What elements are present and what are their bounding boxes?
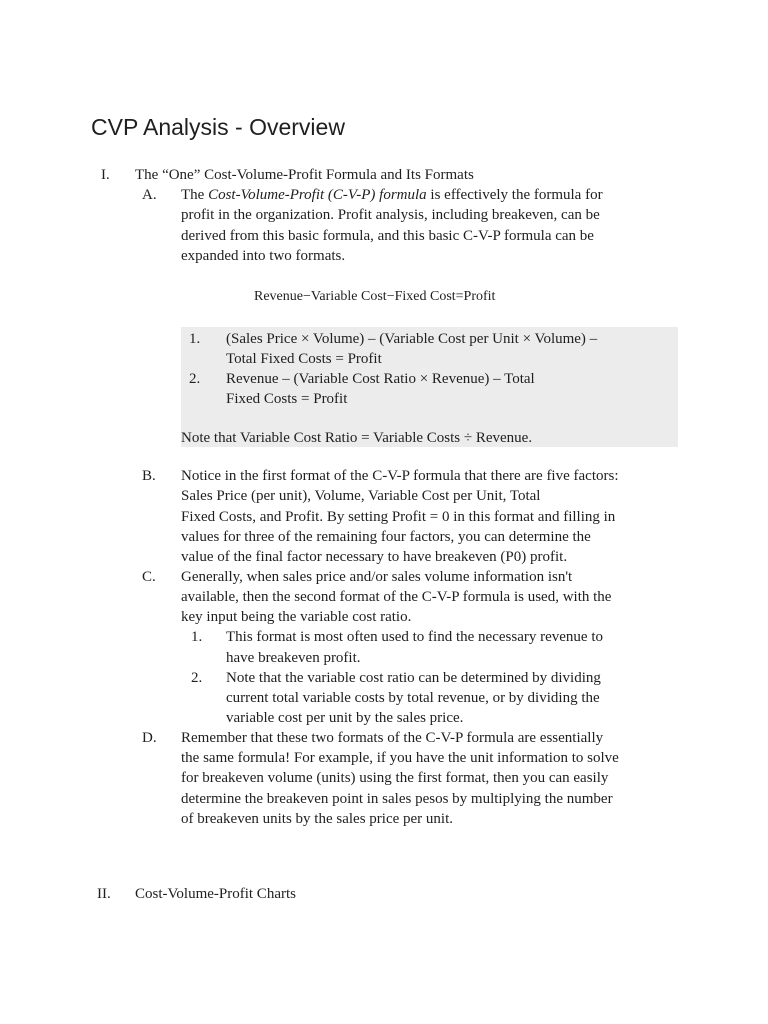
item-c-sub-1-number: 1. bbox=[191, 629, 203, 645]
item-c-sub-2-line-2: current total variable costs by total revenue, or by dividing the bbox=[226, 690, 600, 706]
item-a-line-3: derived from this basic formula, and this basic C-V-P formula can be bbox=[181, 228, 594, 244]
item-a-line-1 bbox=[181, 185, 603, 205]
item-a-pre-text: The bbox=[181, 187, 209, 203]
item-a-line-4: expanded into two formats. bbox=[181, 248, 346, 264]
item-c-sub-2-number: 2. bbox=[191, 670, 203, 686]
item-a-italic-term: Cost-Volume-Profit (C-V-P) formula bbox=[208, 187, 427, 203]
item-d-line-4: determine the breakeven point in sales pesos by multiplying the number bbox=[181, 791, 613, 807]
item-b-line-1: Notice in the first format of the C-V-P formula that there are five factors: bbox=[181, 468, 619, 484]
item-b-line-2: Sales Price (per unit), Volume, Variable Cost per Unit, Total bbox=[181, 488, 541, 504]
item-c-sub-1-line-2: have breakeven profit. bbox=[226, 650, 361, 666]
item-c-marker: C. bbox=[142, 569, 156, 585]
item-c-sub-1-line-1: This format is most often used to find the necessary revenue to bbox=[226, 629, 603, 645]
item-d-line-5: of breakeven units by the sales price per unit. bbox=[181, 811, 453, 827]
item-c-line-2: available, then the second format of the C-V-P formula is used, with the bbox=[181, 589, 612, 605]
variable-cost-ratio-note: Note that Variable Cost Ratio = Variable Costs ÷ Revenue. bbox=[181, 430, 533, 446]
item-d-line-3: for breakeven volume (units) using the first format, then you can easily bbox=[181, 770, 609, 786]
item-a-line-2: profit in the organization. Profit analysis, including breakeven, can be bbox=[181, 207, 600, 223]
item-c-line-1: Generally, when sales price and/or sales volume information isn't bbox=[181, 569, 573, 585]
format-2-number: 2. bbox=[189, 371, 201, 387]
format-2-line-1: Revenue – (Variable Cost Ratio × Revenue) – Total bbox=[226, 371, 535, 387]
section-1-heading: The “One” Cost-Volume-Profit Formula and Its Formats bbox=[135, 167, 474, 183]
format-1-line-1: (Sales Price × Volume) – (Variable Cost per Unit × Volume) – bbox=[226, 331, 598, 347]
item-a-post-text: is effectively the formula for bbox=[426, 187, 603, 203]
item-c-sub-2-line-1: Note that the variable cost ratio can be determined by dividing bbox=[226, 670, 601, 686]
section-2-marker: II. bbox=[97, 886, 111, 902]
item-a-marker: A. bbox=[142, 187, 157, 203]
format-1-line-2: Total Fixed Costs = Profit bbox=[226, 351, 382, 367]
section-2-heading: Cost-Volume-Profit Charts bbox=[135, 886, 296, 902]
page-title: CVP Analysis - Overview bbox=[91, 114, 345, 140]
item-b-line-4: values for three of the remaining four factors, you can determine the bbox=[181, 529, 591, 545]
item-b-line-5: value of the final factor necessary to have breakeven (P0) profit. bbox=[181, 549, 568, 565]
format-2-line-2: Fixed Costs = Profit bbox=[226, 391, 348, 407]
item-d-marker: D. bbox=[142, 730, 157, 746]
item-c-sub-2-line-3: variable cost per unit by the sales price. bbox=[226, 710, 464, 726]
section-1-marker: I. bbox=[101, 167, 110, 183]
item-d-line-2: the same formula! For example, if you have the unit information to solve bbox=[181, 750, 619, 766]
item-b-line-3: Fixed Costs, and Profit. By setting Profit = 0 in this format and filling in bbox=[181, 509, 616, 525]
format-1-number: 1. bbox=[189, 331, 201, 347]
item-b-marker: B. bbox=[142, 468, 156, 484]
cvp-equation: Revenue−Variable Cost−Fixed Cost=Profit bbox=[254, 289, 496, 304]
item-c-line-3: key input being the variable cost ratio. bbox=[181, 609, 412, 625]
item-d-line-1: Remember that these two formats of the C-V-P formula are essentially bbox=[181, 730, 604, 746]
